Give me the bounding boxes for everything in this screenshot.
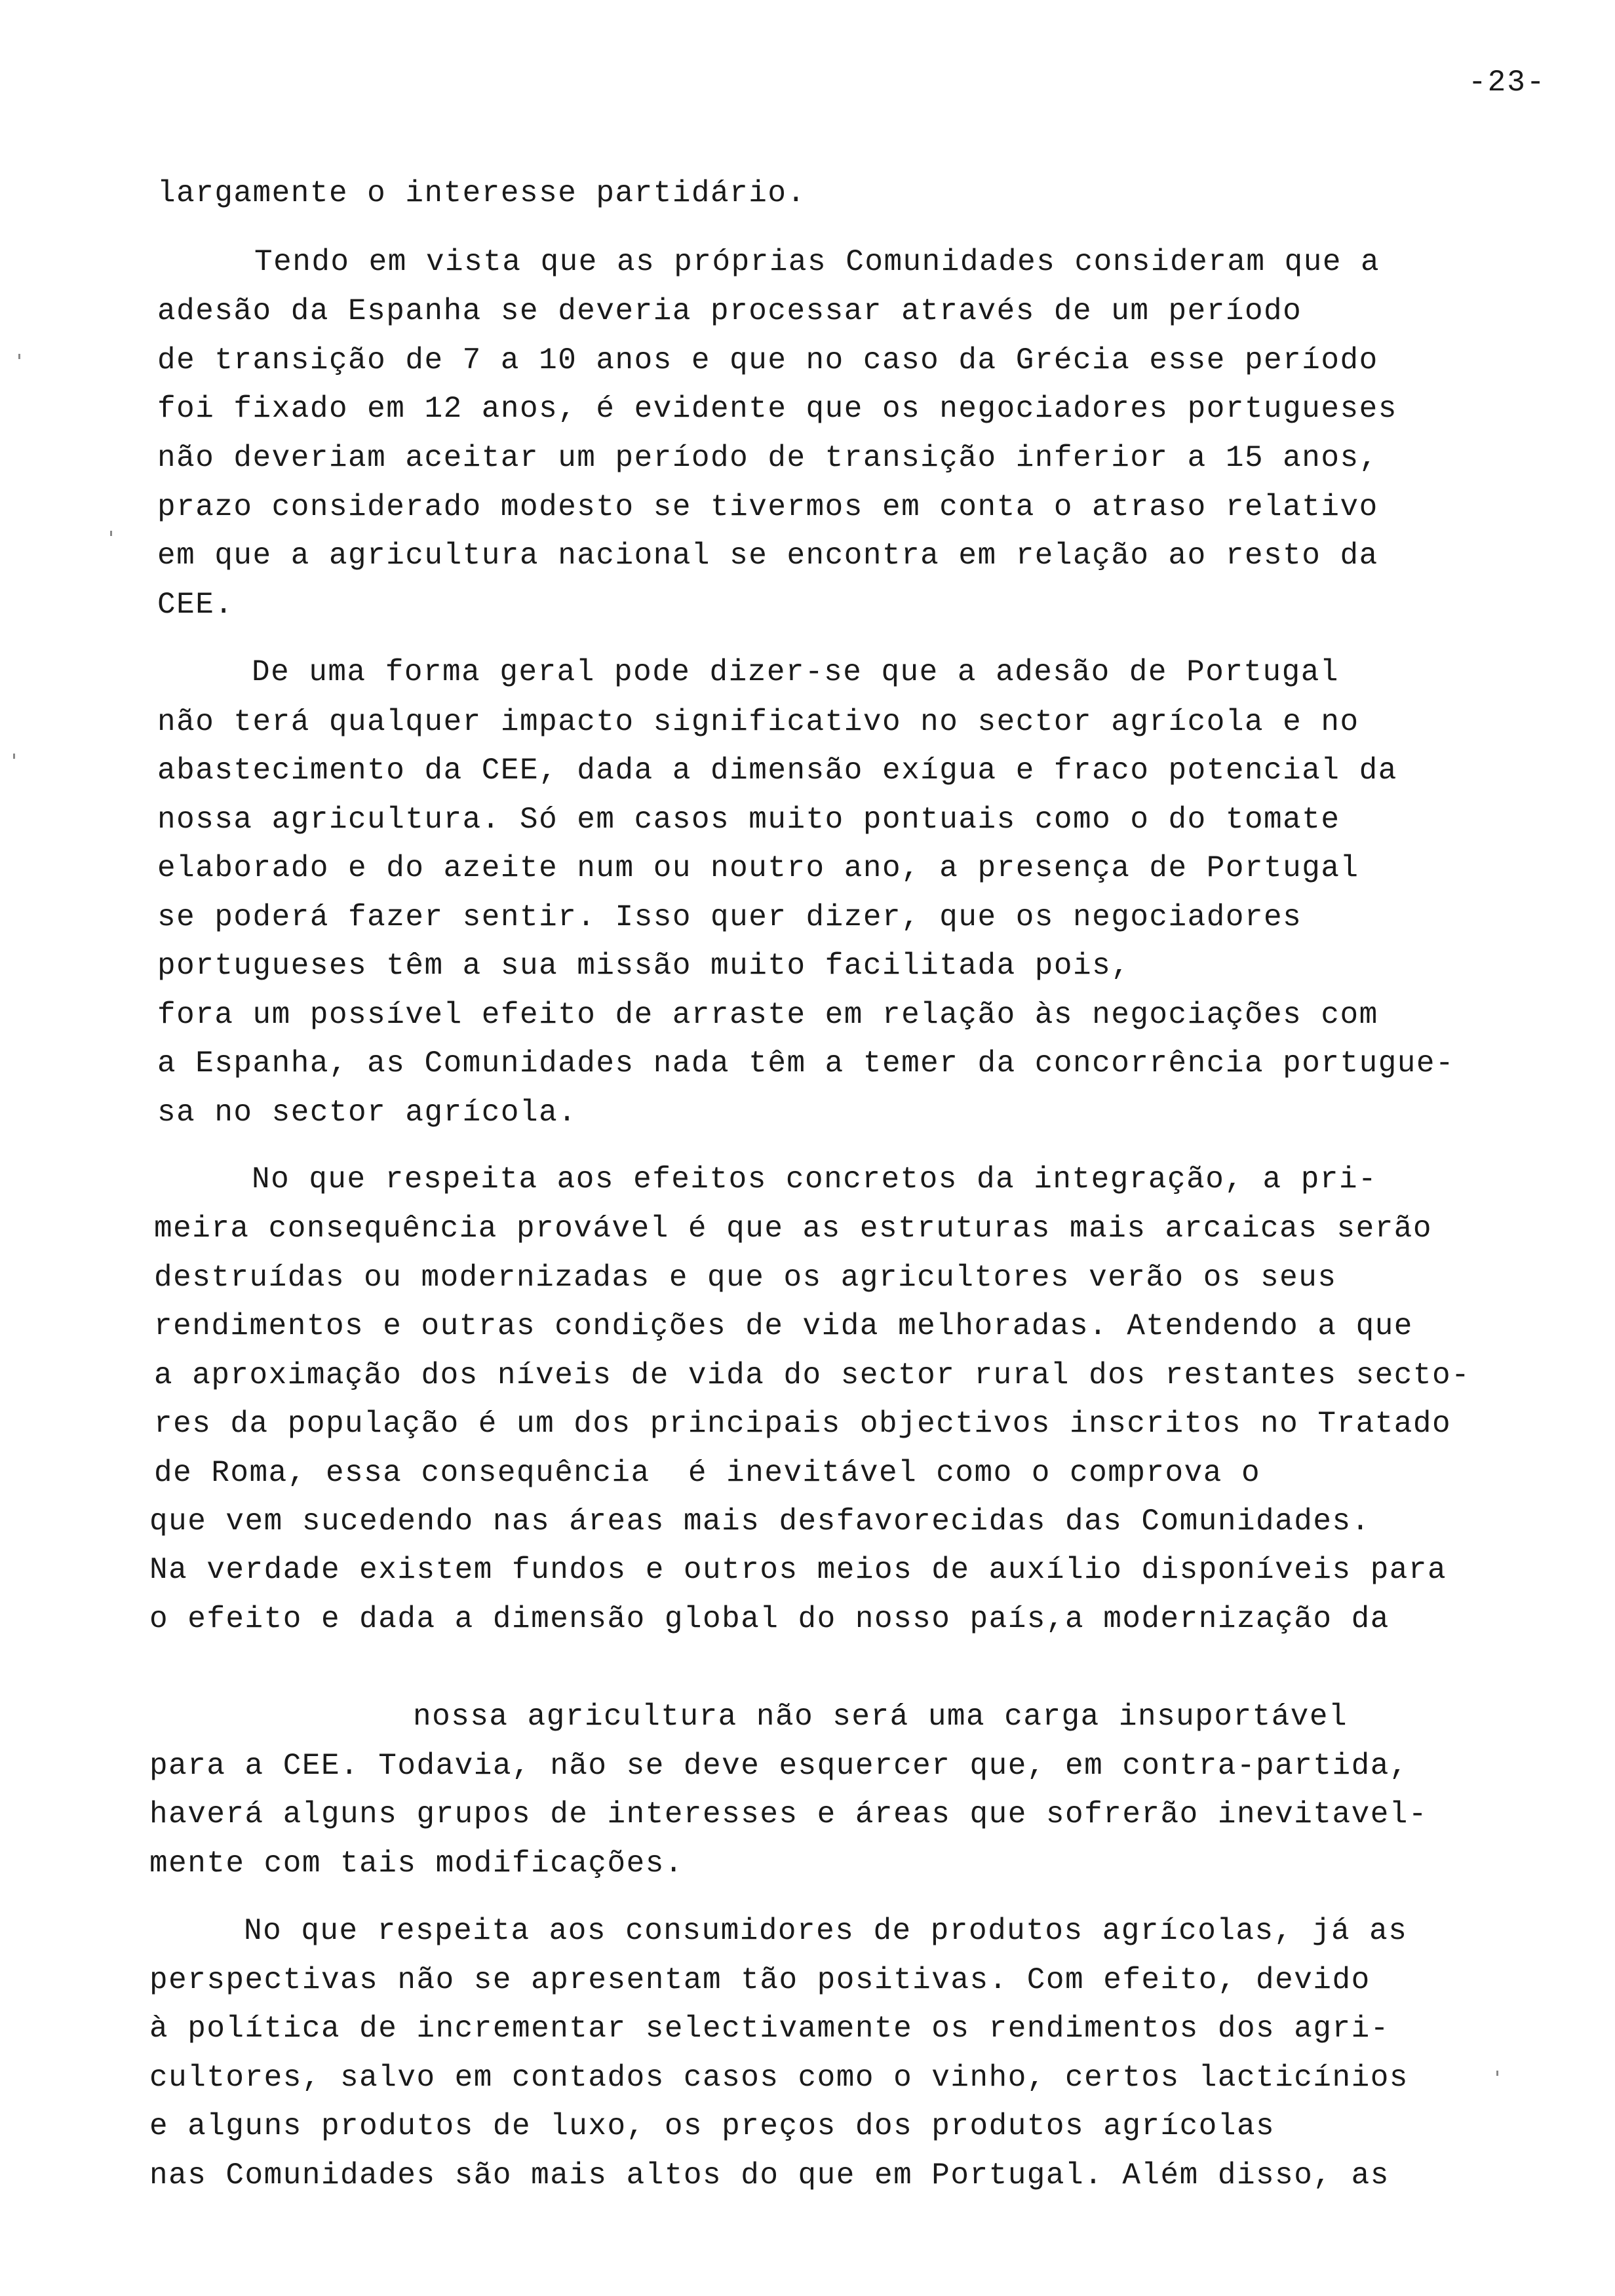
text-line: à política de incrementar selectivamente os rendimentos dos agri- [149, 2012, 1390, 2046]
text-line: foi fixado em 12 anos, é evidente que os negociadores portugueses [157, 392, 1397, 426]
text-line: mente com tais modificações. [149, 1846, 684, 1881]
scan-mark [110, 531, 112, 536]
text-line: abastecimento da CEE, dada a dimensão exígua e fraco potencial da [157, 754, 1397, 788]
text-line: rendimentos e outras condições de vida melhoradas. Atendendo a que [154, 1309, 1413, 1343]
text-line: de transição de 7 a 10 anos e que no caso da Grécia esse período [157, 343, 1378, 377]
text-line: cultores, salvo em contados casos como o vinho, certos lacticínios [149, 2061, 1409, 2095]
text-line: nossa agricultura não será uma carga insuportável [413, 1700, 1348, 1734]
text-line: nossa agricultura. Só em casos muito pontuais como o do tomate [157, 803, 1340, 837]
text-line: destruídas ou modernizadas e que os agricultores verão os seus [154, 1261, 1337, 1295]
text-line: a aproximação dos níveis de vida do sector rural dos restantes secto- [154, 1358, 1471, 1392]
text-line: para a CEE. Todavia, não se deve esquercer que, em contra-partida, [149, 1749, 1409, 1783]
text-line: adesão da Espanha se deveria processar através de um período [157, 294, 1302, 328]
text-line: sa no sector agrícola. [157, 1096, 577, 1130]
text-line: não terá qualquer impacto significativo no sector agrícola e no [157, 705, 1359, 739]
text-line: haverá alguns grupos de interesses e áreas que sofrerão inevitavel- [149, 1797, 1428, 1831]
text-line: CEE. [157, 588, 234, 622]
text-line: nas Comunidades são mais altos do que em Portugal. Além disso, as [149, 2158, 1390, 2192]
text-line: Na verdade existem fundos e outros meios de auxílio disponíveis para [149, 1553, 1447, 1587]
text-line: de Roma, essa consequência é inevitável como o comprova o [154, 1456, 1261, 1490]
text-line: se poderá fazer sentir. Isso quer dizer, que os negociadores [157, 900, 1302, 934]
scan-mark [13, 754, 15, 759]
text-line: não deveriam aceitar um período de transição inferior a 15 anos, [157, 441, 1378, 475]
text-line: No que respeita aos consumidores de produtos agrícolas, já as [244, 1914, 1408, 1948]
text-line: a Espanha, as Comunidades nada têm a temer da concorrência portugue- [157, 1046, 1455, 1081]
text-line: e alguns produtos de luxo, os preços dos produtos agrícolas [149, 2109, 1275, 2143]
page-number: -23- [1468, 66, 1546, 100]
text-line: meira consequência provável é que as estruturas mais arcaicas serão [154, 1212, 1433, 1246]
text-line: perspectivas não se apresentam tão positivas. Com efeito, devido [149, 1963, 1371, 1997]
text-line: prazo considerado modesto se tivermos em conta o atraso relativo [157, 490, 1378, 524]
text-line: De uma forma geral pode dizer-se que a adesão de Portugal [252, 655, 1339, 689]
text-line: que vem sucedendo nas áreas mais desfavorecidas das Comunidades. [149, 1504, 1371, 1539]
text-line: fora um possível efeito de arraste em relação às negociações com [157, 998, 1378, 1032]
text-line: em que a agricultura nacional se encontra em relação ao resto da [157, 539, 1378, 573]
text-line: portugueses têm a sua missão muito facilitada pois, [157, 949, 1131, 983]
text-line: No que respeita aos efeitos concretos da integração, a pri- [252, 1162, 1378, 1196]
scan-mark [18, 354, 20, 359]
text-line: res da população é um dos principais objectivos inscritos no Tratado [154, 1407, 1452, 1441]
text-line: elaborado e do azeite num ou noutro ano, a presença de Portugal [157, 851, 1359, 885]
text-line: o efeito e dada a dimensão global do nosso país,a modernização da [149, 1602, 1390, 1636]
text-line: largamente o interesse partidário. [157, 176, 806, 210]
text-line: Tendo em vista que as próprias Comunidades consideram que a [254, 245, 1380, 279]
scan-mark [1496, 2071, 1498, 2076]
